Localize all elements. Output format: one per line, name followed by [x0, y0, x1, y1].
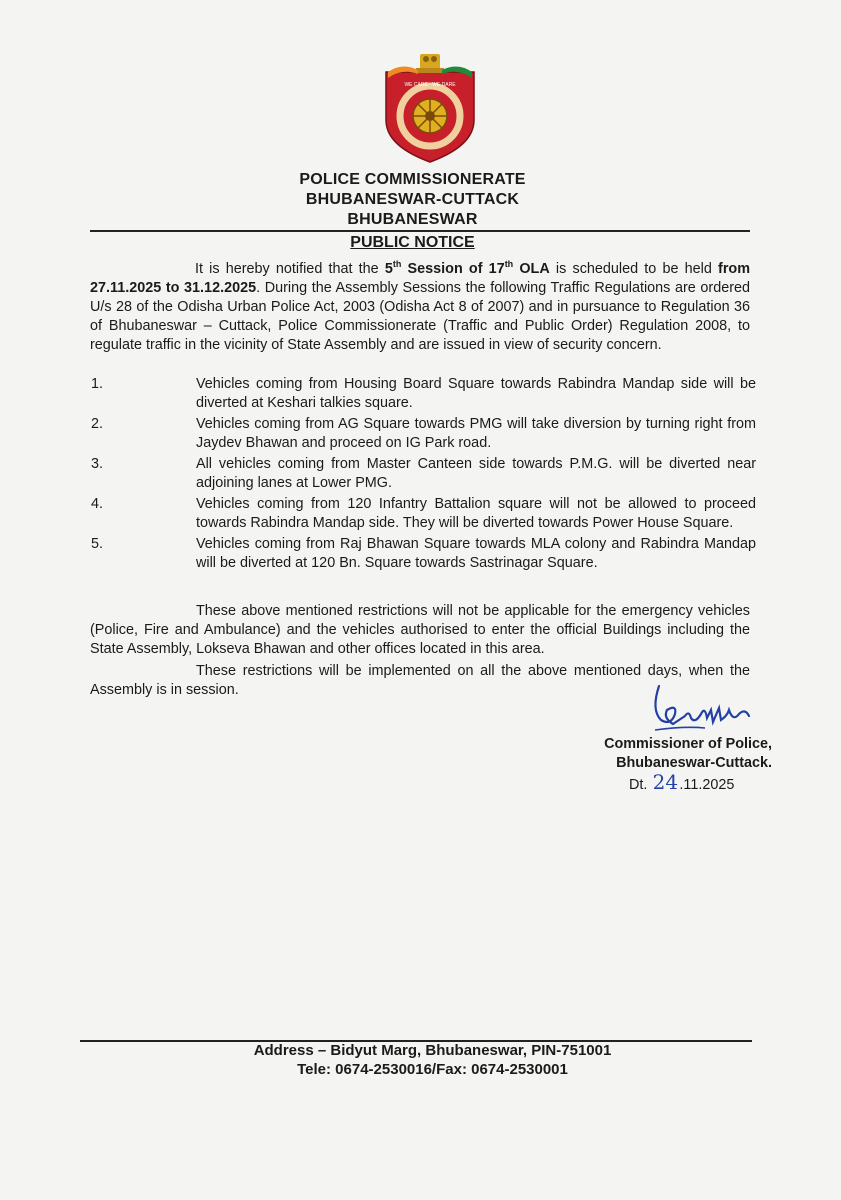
signatory-block	[560, 735, 772, 795]
police-emblem	[382, 42, 478, 164]
office-city: BHUBANESWAR	[347, 211, 478, 228]
list-item: 3. All vehicles coming from Master Canteen side towards P.M.G. will be diverted near adjoining lanes at Lower PMG.	[91, 456, 756, 491]
list-item: 1. Vehicles coming from Housing Board Square towards Rabindra Mandap side will be diverted at Keshari talkies square.	[91, 376, 756, 411]
list-item: 2. Vehicles coming from AG Square towards PMG will take diversion by turning right from Jaydev Bhawan and proceed on IG Park road.	[91, 416, 756, 451]
intro-paragraph: It is hereby notified that the 5th Session of 17th OLA is scheduled to be held from 27.11.2025 to 31.12.2025. During the Assembly Sessions the following Traffic Regulations are ordered U/s 28 of the Odisha Urban Police Act, 2003 (Odisha Act 8 of 2007) and in pursuance to Regulation 36 of Bhubaneswar – Cuttack, Police Commissionerate (Traffic and Public Order) Regulation 2008, to regulate traffic in the vicinity of State Assembly and are issued in view of security concern.	[90, 259, 751, 353]
list-item: 5. Vehicles coming from Raj Bhawan Square towards MLA colony and Rabindra Mandap will be diverted at 120 Bn. Square towards Sastrinagar Square.	[91, 536, 756, 571]
signatory-office: Bhubaneswar-Cuttack.	[616, 755, 772, 771]
office-name: POLICE COMMISSIONERATE	[299, 171, 526, 188]
signature	[645, 680, 775, 740]
footer-contact: Tele: 0674-2530016/Fax: 0674-2530001	[297, 1061, 568, 1078]
handwritten-day: 24	[652, 770, 679, 794]
implementation-paragraph: These restrictions will be implemented on all the above mentioned days, when the Assembly is in session.	[90, 663, 750, 698]
notice-title: PUBLIC NOTICE	[350, 234, 475, 251]
konark-wheel-icon	[413, 99, 447, 133]
header-divider	[90, 230, 750, 232]
issue-date: Dt. 24.11.2025	[629, 770, 735, 794]
list-item: 4. Vehicles coming from 120 Infantry Battalion square will not be allowed to proceed towards Rabindra Mandap side. They will be diverted towards Power House Square.	[91, 496, 756, 531]
footer-address: Address – Bidyut Marg, Bhubaneswar, PIN-751001	[253, 1042, 612, 1059]
regulations-list	[90, 375, 756, 575]
office-jurisdiction: BHUBANESWAR-CUTTACK	[305, 191, 520, 208]
signatory-title: Commissioner of Police,	[604, 736, 772, 752]
exemptions-paragraph: These above mentioned restrictions will not be applicable for the emergency vehicles (Police, Fire and Ambulance) and the vehicles authorised to enter the official Buildings including the State Assembly, Lokseva Bhawan and other offices located in this area.	[90, 603, 750, 657]
lion-capital-icon	[416, 54, 444, 73]
emblem-motto: WE CARE · WE DARE	[404, 82, 456, 88]
session-dates: from 27.11.2025 to 31.12.2025	[90, 261, 751, 296]
